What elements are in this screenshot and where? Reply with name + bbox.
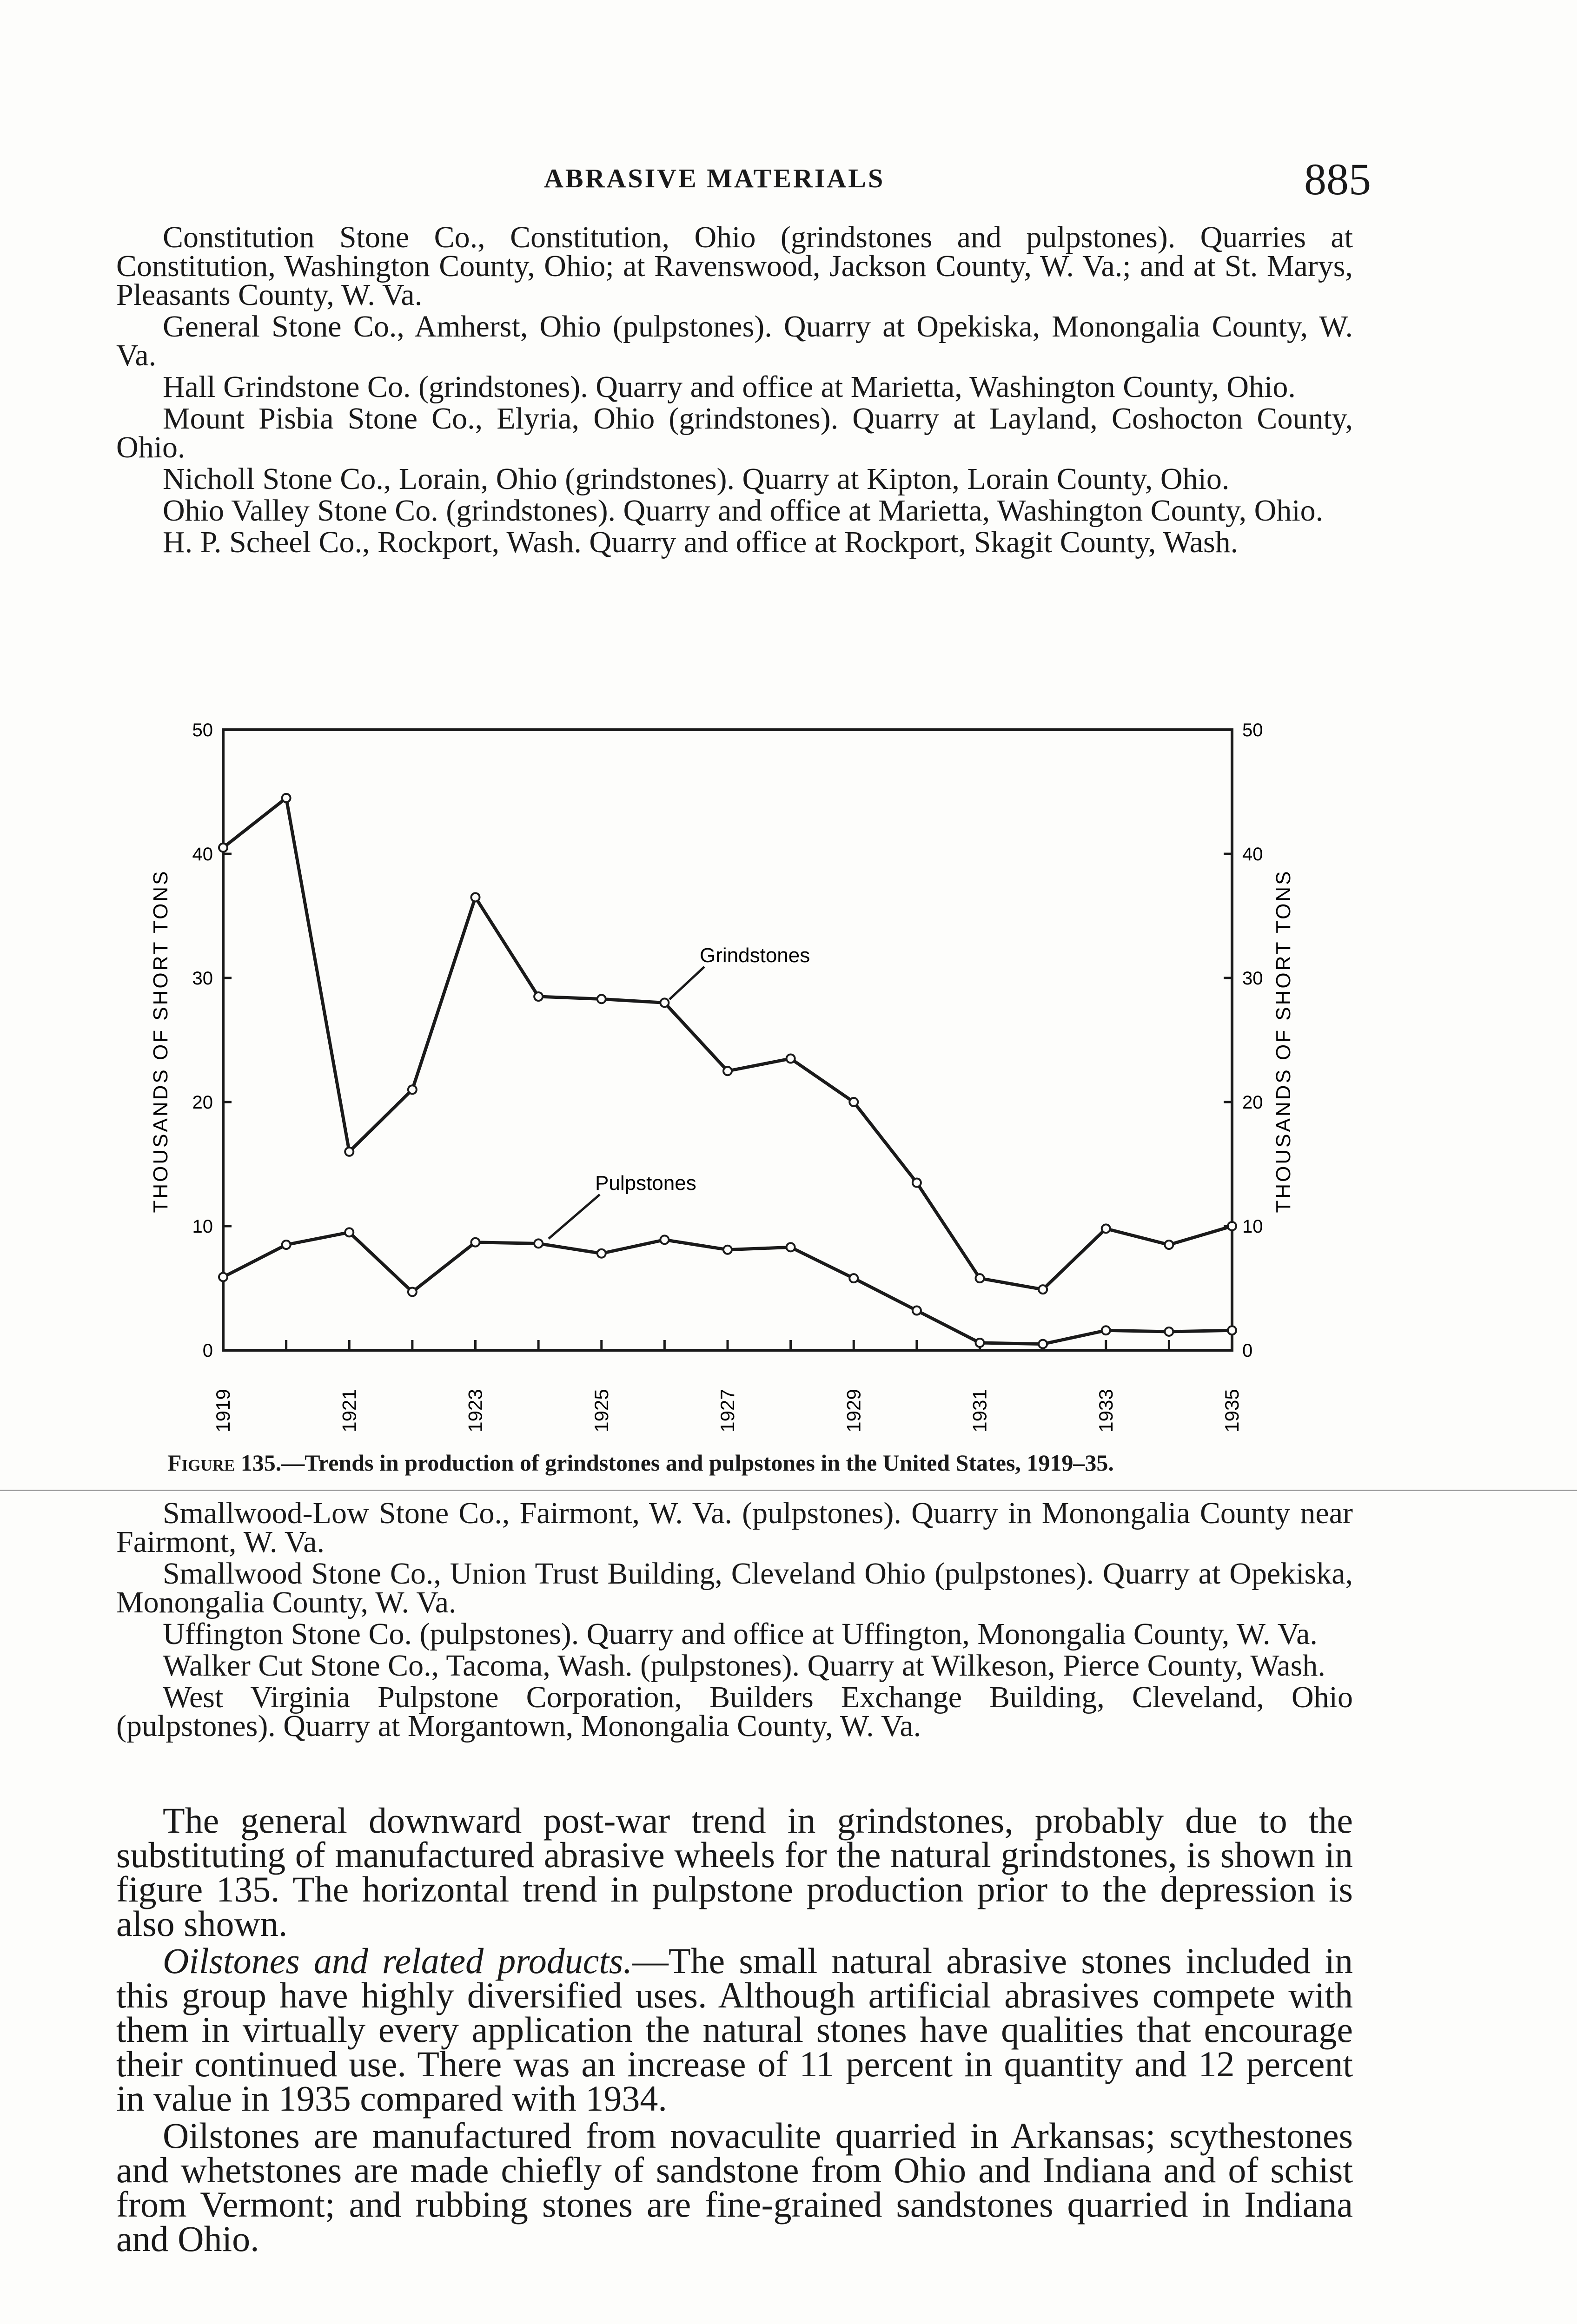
y-tick-label-right: 50 <box>1242 720 1263 740</box>
divider-line <box>0 1490 1577 1491</box>
company-entry: Smallwood Stone Co., Union Trust Building, Cleveland Ohio (pulpstones). Quarry at Opekiska, Monongalia County, W. Va. <box>116 1557 1353 1619</box>
x-tick-label: 1927 <box>716 1389 738 1433</box>
x-tick-label: 1929 <box>842 1389 865 1433</box>
company-entry: Smallwood-Low Stone Co., Fairmont, W. Va. (pulpstones). Quarry in Monongalia County near Fairmont, W. Va. <box>116 1496 1353 1559</box>
data-point-pulpstones <box>471 1238 480 1247</box>
production-trend-chart <box>130 711 1295 1436</box>
data-point-pulpstones <box>849 1274 858 1282</box>
y-axis-right <box>1224 720 1263 1361</box>
figure-caption <box>167 1449 1330 1476</box>
paragraph-oilstones <box>116 1941 1353 2119</box>
figure-label: Figure 135. <box>167 1450 282 1476</box>
data-point-pulpstones <box>345 1228 353 1236</box>
data-point-pulpstones <box>534 1239 543 1248</box>
data-point-pulpstones <box>1165 1327 1173 1336</box>
y-axis-label-right: THOUSANDS OF SHORT TONS <box>1272 869 1295 1213</box>
company-entry: General Stone Co., Amherst, Ohio (pulpstones). Quarry at Opekiska, Monongalia County, W. Va. <box>116 310 1353 372</box>
data-point-grindstones <box>471 893 480 901</box>
series-line-grindstones <box>223 798 1232 1289</box>
body-text <box>116 1800 1353 2259</box>
figure-caption-text: —Trends in production of grindstones and pulpstones in the United States, 1919–35. <box>281 1450 1114 1476</box>
data-point-grindstones <box>660 998 669 1007</box>
company-entry: West Virginia Pulpstone Corporation, Builders Exchange Building, Cleveland, Ohio (pulpstones). Quarry at Morgantown, Monongalia County, W. Va. <box>116 1680 1353 1743</box>
data-point-grindstones <box>597 995 606 1003</box>
data-point-grindstones <box>976 1274 984 1282</box>
company-entry: Uffington Stone Co. (pulpstones). Quarry and office at Uffington, Monongalia County, W. Va. <box>163 1617 1318 1651</box>
data-point-grindstones <box>787 1055 795 1063</box>
y-tick-label-left: 50 <box>192 720 213 740</box>
data-point-grindstones <box>1102 1224 1110 1233</box>
running-title: ABRASIVE MATERIALS <box>544 163 885 193</box>
company-list-bottom <box>116 1496 1353 1743</box>
data-point-grindstones <box>1165 1241 1173 1249</box>
data-point-grindstones <box>345 1148 353 1156</box>
company-entry: Mount Pisbia Stone Co., Elyria, Ohio (grindstones). Quarry at Layland, Coshocton County, Ohio. <box>116 402 1353 464</box>
y-tick-label-left: 10 <box>192 1216 213 1237</box>
y-tick-label-left: 0 <box>202 1340 213 1361</box>
company-entry: Ohio Valley Stone Co. (grindstones). Quarry and office at Marietta, Washington County, Ohio. <box>163 494 1324 528</box>
paragraph-grindstone-trend: The general downward post-war trend in grindstones, probably due to the substituting of manufactured abrasive wheels for the natural grindstones, is shown in figure 135. The horizontal trend in pulpstone production prior to the depression is also shown. <box>116 1800 1353 1944</box>
y-tick-label-right: 0 <box>1242 1340 1253 1361</box>
x-tick-label: 1925 <box>590 1389 612 1433</box>
y-tick-label-left: 30 <box>192 968 213 989</box>
series-points-grindstones <box>219 794 1236 1294</box>
data-point-pulpstones <box>597 1249 606 1258</box>
page-number: 885 <box>1304 154 1371 204</box>
data-point-grindstones <box>219 844 227 852</box>
x-tick-label: 1931 <box>968 1389 991 1433</box>
y-axis-label-left: THOUSANDS OF SHORT TONS <box>149 869 172 1213</box>
data-point-pulpstones <box>787 1243 795 1251</box>
data-point-grindstones <box>1039 1285 1047 1294</box>
data-point-pulpstones <box>219 1273 227 1281</box>
y-axis-left <box>192 720 232 1361</box>
data-point-pulpstones <box>1039 1340 1047 1348</box>
data-point-pulpstones <box>408 1288 417 1296</box>
company-entry: Walker Cut Stone Co., Tacoma, Wash. (pulpstones). Quarry at Wilkeson, Pierce County, Wash. <box>163 1649 1325 1683</box>
x-tick-label: 1935 <box>1221 1389 1243 1433</box>
company-entry: Nicholl Stone Co., Lorain, Ohio (grindstones). Quarry at Kipton, Lorain County, Ohio. <box>163 462 1230 496</box>
data-point-grindstones <box>534 992 543 1001</box>
x-tick-label: 1919 <box>212 1389 234 1433</box>
data-point-grindstones <box>723 1067 732 1075</box>
company-entry: H. P. Scheel Co., Rockport, Wash. Quarry and office at Rockport, Skagit County, Wash. <box>163 525 1239 559</box>
x-tick-label: 1923 <box>464 1389 486 1433</box>
y-tick-label-left: 40 <box>192 844 213 865</box>
company-list-top <box>116 220 1353 560</box>
y-tick-label-right: 20 <box>1242 1092 1263 1113</box>
x-tick-label: 1933 <box>1094 1389 1117 1433</box>
x-axis <box>212 1340 1243 1433</box>
series-pointer-grindstones <box>669 967 704 999</box>
y-tick-label-right: 40 <box>1242 844 1263 865</box>
data-point-pulpstones <box>282 1241 291 1249</box>
y-tick-label-right: 30 <box>1242 968 1263 989</box>
series-pointer-pulpstones <box>549 1195 600 1239</box>
data-point-grindstones <box>1228 1222 1236 1230</box>
data-point-grindstones <box>408 1085 417 1094</box>
data-point-pulpstones <box>976 1339 984 1347</box>
company-entry: Hall Grindstone Co. (grindstones). Quarry and office at Marietta, Washington County, Ohio. <box>163 370 1296 404</box>
data-point-pulpstones <box>1228 1326 1236 1334</box>
company-entry: Constitution Stone Co., Constitution, Ohio (grindstones and pulpstones). Quarries at Constitution, Washington County, Ohio; at Ravenswood, Jackson County, W. Va.; and at St. Marys, Pleasants County, W. Va. <box>116 220 1353 312</box>
paragraph-oilstones-text: —The small natural abrasive stones included in this group have highly diversified uses. Although artificial abrasives compete with them in virtually every application the natural stones have qualities that encourage their continued use. There was an increase of 11 percent in quantity and 12 percent in value in 1935 compared with 1934. <box>116 1941 1353 2119</box>
series-points-pulpstones <box>219 1228 1236 1348</box>
series-label-pulpstones: Pulpstones <box>595 1172 696 1195</box>
y-tick-label-right: 10 <box>1242 1216 1263 1237</box>
x-tick-label: 1921 <box>338 1389 360 1433</box>
paragraph-oilstone-sources: Oilstones are manufactured from novaculite quarried in Arkansas; scythestones and whetstones are made chiefly of sandstone from Ohio and Indiana and of schist from Vermont; and rubbing stones are fine-grained sandstones quarried in Indiana and Ohio. <box>116 2115 1353 2259</box>
page-header <box>0 153 1577 205</box>
data-point-grindstones <box>282 794 291 802</box>
data-point-pulpstones <box>913 1307 921 1315</box>
data-point-pulpstones <box>723 1246 732 1254</box>
y-tick-label-left: 20 <box>192 1092 213 1113</box>
series-label-grindstones: Grindstones <box>700 944 810 967</box>
data-point-grindstones <box>913 1179 921 1187</box>
data-point-grindstones <box>849 1098 858 1106</box>
data-point-pulpstones <box>1102 1326 1110 1334</box>
data-point-pulpstones <box>660 1235 669 1244</box>
section-lead-oilstones: Oilstones and related products. <box>163 1941 632 1981</box>
